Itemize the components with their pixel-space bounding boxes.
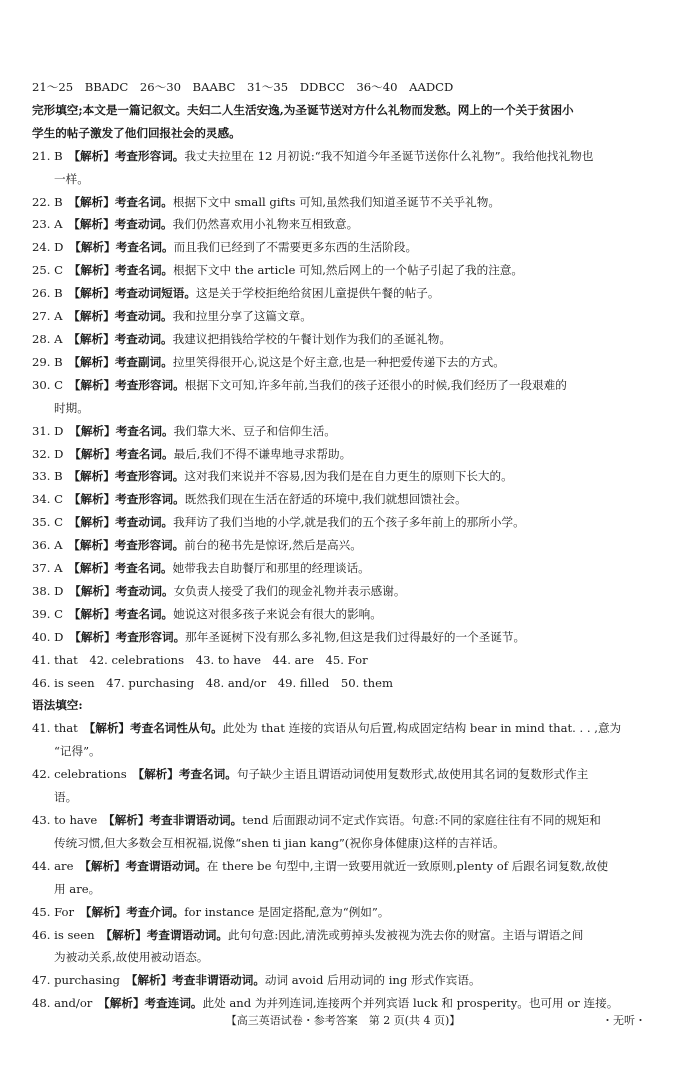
cloze-explanation-text: 那年圣诞树下没有那么多礼物,但这是我们过得最好的一个圣诞节。: [185, 629, 526, 644]
grammar-entry: [32, 809, 654, 855]
cloze-explanation-text: 这是关于学校拒绝给贫困儿童提供午餐的帖子。: [196, 286, 440, 301]
grammar-question-number: 41. that: [32, 721, 78, 736]
cloze-analysis-tag: 【解析】考查形容词。: [68, 538, 185, 553]
grammar-entry-continuation: 语。: [54, 790, 78, 805]
cloze-entry-first-line: [32, 465, 654, 488]
cloze-question-number: 21. B: [32, 148, 63, 163]
cloze-question-number: 32. D: [32, 446, 64, 461]
cloze-entry: [32, 236, 654, 259]
cloze-entry: [32, 534, 654, 557]
cloze-entry-first-line: [32, 282, 654, 305]
grammar-question-number: 42. celebrations: [32, 767, 127, 782]
grammar-entry-first-line: [32, 717, 654, 740]
cloze-entry-first-line: [32, 420, 654, 443]
cloze-analysis-tag: 【解析】考查名词。: [69, 446, 174, 461]
cloze-entry: [32, 259, 654, 282]
cloze-question-number: 28. A: [32, 331, 63, 346]
grammar-entry-continuation: “记得”。: [54, 744, 101, 759]
cloze-entry-first-line: [32, 443, 654, 466]
cloze-explanation-text: 她说这对很多孩子来说会有很大的影响。: [173, 606, 382, 621]
grammar-explanation-text: 此句句意:因此,清洗或剪掉头发被视为洗去你的财富。主语与谓语之间: [227, 927, 584, 942]
cloze-explanation-text: 我建议把捐钱给学校的午餐计划作为我们的圣诞礼物。: [172, 331, 451, 346]
grammar-analysis-tag: 【解析】考查名词性从句。: [83, 721, 223, 736]
cloze-question-number: 33. B: [32, 469, 63, 484]
cloze-explanation-text: 既然我们现在生活在舒适的环境中,我们就想回馈社会。: [184, 492, 467, 507]
cloze-entry-first-line: [32, 191, 654, 214]
cloze-entry: [32, 213, 654, 236]
grammar-entry-first-line: [32, 809, 654, 832]
cloze-explanation-text: 而且我们已经到了不需要更多东西的生活阶段。: [173, 240, 418, 255]
grammar-entry-first-line: [32, 763, 654, 786]
cloze-explanation-text: 我们仍然喜欢用小礼物来互相致意。: [172, 217, 359, 232]
footer-mark: ・无听・: [602, 1014, 646, 1027]
cloze-question-number: 39. C: [32, 606, 63, 621]
cloze-analysis-tag: 【解析】考查形容词。: [68, 469, 185, 484]
grammar-question-number: 43. to have: [32, 813, 98, 827]
cloze-analysis-tag: 【解析】考查形容词。: [68, 377, 185, 392]
grammar-entry-first-line: [32, 855, 654, 878]
cloze-entry-continuation: 时期。: [54, 400, 89, 415]
cloze-intro-line-1: 完形填空;本文是一篇记叙文。夫妇二人生活安逸,为圣诞节送对方什么礼物而发愁。网上的一个关于贫困小: [32, 102, 574, 117]
cloze-entry: [32, 420, 654, 443]
grammar-analysis-tag: 【解析】考查名词。: [132, 767, 237, 782]
cloze-analysis-tag: 【解析】考查形容词。: [68, 492, 185, 507]
answer-key-line: 21～25 BBADC 26～30 BAABC 31～35 DDBCC 36～40 AADCD: [32, 80, 454, 94]
cloze-entry: [32, 580, 654, 603]
page-content: [32, 76, 654, 1015]
cloze-entry-first-line: [32, 351, 654, 374]
cloze-entry-first-line: [32, 511, 654, 534]
cloze-entry-first-line: [32, 259, 654, 282]
cloze-explanation-text: 根据下文可知,许多年前,当我们的孩子还很小的时候,我们经历了一段艰难的: [184, 377, 567, 392]
grammar-entry-continuation: 为被动关系,故使用被动语态。: [54, 950, 209, 965]
cloze-question-number: 36. A: [32, 538, 63, 553]
cloze-analysis-tag: 【解析】考查动词短语。: [68, 286, 196, 301]
grammar-question-number: 48. and/or: [32, 996, 93, 1011]
cloze-question-number: 35. C: [32, 515, 63, 530]
grammar-entry: [32, 901, 654, 924]
grammar-analysis-tag: 【解析】考查介词。: [79, 904, 185, 919]
cloze-entry: [32, 626, 654, 649]
cloze-entry-first-line: [32, 534, 654, 557]
cloze-analysis-tag: 【解析】考查动词。: [68, 217, 173, 232]
cloze-analysis-tag: 【解析】考查名词。: [68, 263, 174, 278]
cloze-explanation-text: 我和拉里分享了这篇文章。: [172, 309, 312, 324]
grammar-entry-first-line: [32, 901, 654, 924]
grammar-explanation-text: 此处 and 为并列连词,连接两个并列宾语 luck 和 prosperity。也可用 or 连接。: [202, 996, 619, 1011]
grammar-answers-line-2: 46. is seen 47. purchasing 48. and/or 49. filled 50. them: [32, 675, 393, 690]
cloze-explanation-text: 我丈夫拉里在 12 月初说:“我不知道今年圣诞节送你什么礼物”。我给他找礼物也: [184, 148, 594, 163]
cloze-entry: [32, 328, 654, 351]
cloze-entry-first-line: [32, 488, 654, 511]
cloze-explanation-text: 女负责人接受了我们的现金礼物并表示感谢。: [173, 583, 406, 598]
cloze-analysis-tag: 【解析】考查名词。: [68, 194, 173, 209]
cloze-entry-continuation: 一样。: [54, 171, 89, 186]
cloze-entry: [32, 282, 654, 305]
cloze-question-number: 29. B: [32, 354, 63, 369]
cloze-analysis-tag: 【解析】考查动词。: [68, 331, 173, 346]
grammar-question-number: 47. purchasing: [32, 973, 120, 988]
cloze-entry-first-line: [32, 603, 654, 626]
cloze-analysis-tag: 【解析】考查动词。: [68, 515, 174, 530]
grammar-heading: 语法填空:: [32, 698, 83, 713]
cloze-entry: [32, 488, 654, 511]
cloze-entry-first-line: [32, 213, 654, 236]
cloze-explanation-text: 拉里笑得很开心,说这是个好主意,也是一种把爱传递下去的方式。: [172, 354, 505, 369]
cloze-entry-first-line: [32, 236, 654, 259]
grammar-explanation-text: 此处为 that 连接的宾语从句后置,构成固定结构 bear in mind that. . . ,意为: [222, 721, 622, 736]
cloze-entry-first-line: [32, 557, 654, 580]
grammar-entry: [32, 924, 654, 970]
cloze-analysis-tag: 【解析】考查名词。: [68, 561, 173, 576]
cloze-question-number: 27. A: [32, 309, 63, 324]
cloze-entry-first-line: [32, 580, 654, 603]
cloze-entry: [32, 511, 654, 534]
cloze-entry: [32, 465, 654, 488]
cloze-question-number: 23. A: [32, 217, 63, 232]
cloze-question-number: 34. C: [32, 492, 63, 507]
cloze-question-number: 25. C: [32, 263, 63, 278]
cloze-analysis-tag: 【解析】考查名词。: [69, 240, 174, 255]
cloze-analysis-tag: 【解析】考查形容词。: [69, 629, 186, 644]
grammar-answers-line-1: 41. that 42. celebrations 43. to have 44. are 45. For: [32, 652, 368, 667]
grammar-entry-first-line: [32, 924, 654, 947]
grammar-analysis-tag: 【解析】考查连词。: [98, 996, 203, 1011]
cloze-entry: [32, 603, 654, 626]
cloze-explanation-text: 她带我去自助餐厅和那里的经理谈话。: [172, 561, 370, 576]
cloze-question-number: 31. D: [32, 423, 64, 438]
cloze-entry-first-line: [32, 626, 654, 649]
cloze-question-number: 30. C: [32, 377, 63, 392]
cloze-explanation-text: 根据下文中 the article 可知,然后网上的一个帖子引起了我的注意。: [173, 263, 524, 278]
grammar-explanation-text: 在 there be 句型中,主谓一致要用就近一致原则,plenty of 后跟名词复数,故使: [206, 858, 609, 873]
cloze-question-number: 40. D: [32, 629, 64, 644]
cloze-entry: [32, 557, 654, 580]
grammar-question-number: 44. are: [32, 858, 74, 873]
page-footer: 【高三英语试卷・参考答案 第 2 页(共 4 页)】: [225, 1014, 461, 1027]
cloze-intro-line-2: 学生的帖子激发了他们回报社会的灵感。: [32, 125, 241, 140]
cloze-explanations: [32, 145, 654, 649]
cloze-explanation-text: 我们靠大米、豆子和信仰生活。: [173, 423, 336, 438]
cloze-explanation-text: 根据下文中 small gifts 可知,虽然我们知道圣诞节不关乎礼物。: [172, 194, 500, 209]
cloze-question-number: 26. B: [32, 286, 63, 301]
cloze-question-number: 22. B: [32, 194, 63, 209]
cloze-entry-first-line: [32, 305, 654, 328]
grammar-explanation-text: for instance 是固定搭配,意为“例如”。: [184, 904, 390, 919]
cloze-entry: [32, 145, 654, 191]
cloze-question-number: 38. D: [32, 583, 64, 598]
grammar-entry: [32, 855, 654, 901]
cloze-entry-first-line: [32, 328, 654, 351]
cloze-explanation-text: 最后,我们不得不谦卑地寻求帮助。: [173, 446, 352, 461]
cloze-analysis-tag: 【解析】考查形容词。: [68, 148, 185, 163]
cloze-entry: [32, 443, 654, 466]
cloze-explanation-text: 前台的秘书先是惊讶,然后是高兴。: [184, 538, 362, 553]
cloze-analysis-tag: 【解析】考查动词。: [68, 309, 173, 324]
cloze-analysis-tag: 【解析】考查副词。: [68, 354, 173, 369]
cloze-entry-first-line: [32, 145, 654, 168]
grammar-analysis-tag: 【解析】考查谓语动词。: [79, 858, 207, 873]
grammar-entry: [32, 969, 654, 992]
grammar-analysis-tag: 【解析】考查谓语动词。: [100, 927, 228, 942]
grammar-entry-continuation: 用 are。: [54, 881, 101, 896]
grammar-explanation-text: tend 后面跟动词不定式作宾语。句意:不同的家庭往往有不同的规矩和: [242, 813, 601, 827]
cloze-question-number: 37. A: [32, 561, 63, 576]
cloze-entry-first-line: [32, 374, 654, 397]
cloze-entry: [32, 305, 654, 328]
cloze-entry: [32, 191, 654, 214]
grammar-explanation-text: 动词 avoid 后用动词的 ing 形式作宾语。: [264, 973, 481, 988]
grammar-question-number: 46. is seen: [32, 927, 95, 942]
cloze-analysis-tag: 【解析】考查名词。: [69, 423, 174, 438]
cloze-entry: [32, 351, 654, 374]
grammar-analysis-tag: 【解析】考查非谓语动词。: [125, 973, 265, 988]
cloze-analysis-tag: 【解析】考查名词。: [68, 606, 174, 621]
grammar-entry-first-line: [32, 969, 654, 992]
grammar-entry-continuation: 传统习惯,但大多数会互相祝福,说像“shen ti jian kang”(祝你身体健康)这样的吉祥话。: [54, 835, 505, 850]
grammar-question-number: 45. For: [32, 904, 75, 919]
grammar-entry: [32, 717, 654, 763]
grammar-entry: [32, 763, 654, 809]
cloze-explanation-text: 我拜访了我们当地的小学,就是我们的五个孩子多年前上的那所小学。: [173, 515, 525, 530]
grammar-explanations: [32, 717, 654, 1015]
cloze-entry: [32, 374, 654, 420]
cloze-analysis-tag: 【解析】考查动词。: [69, 583, 174, 598]
cloze-question-number: 24. D: [32, 240, 64, 255]
grammar-explanation-text: 句子缺少主语且谓语动词使用复数形式,故使用其名词的复数形式作主: [236, 767, 589, 782]
grammar-analysis-tag: 【解析】考查非谓语动词。: [103, 813, 243, 827]
cloze-explanation-text: 这对我们来说并不容易,因为我们是在自力更生的原则下长大的。: [184, 469, 513, 484]
